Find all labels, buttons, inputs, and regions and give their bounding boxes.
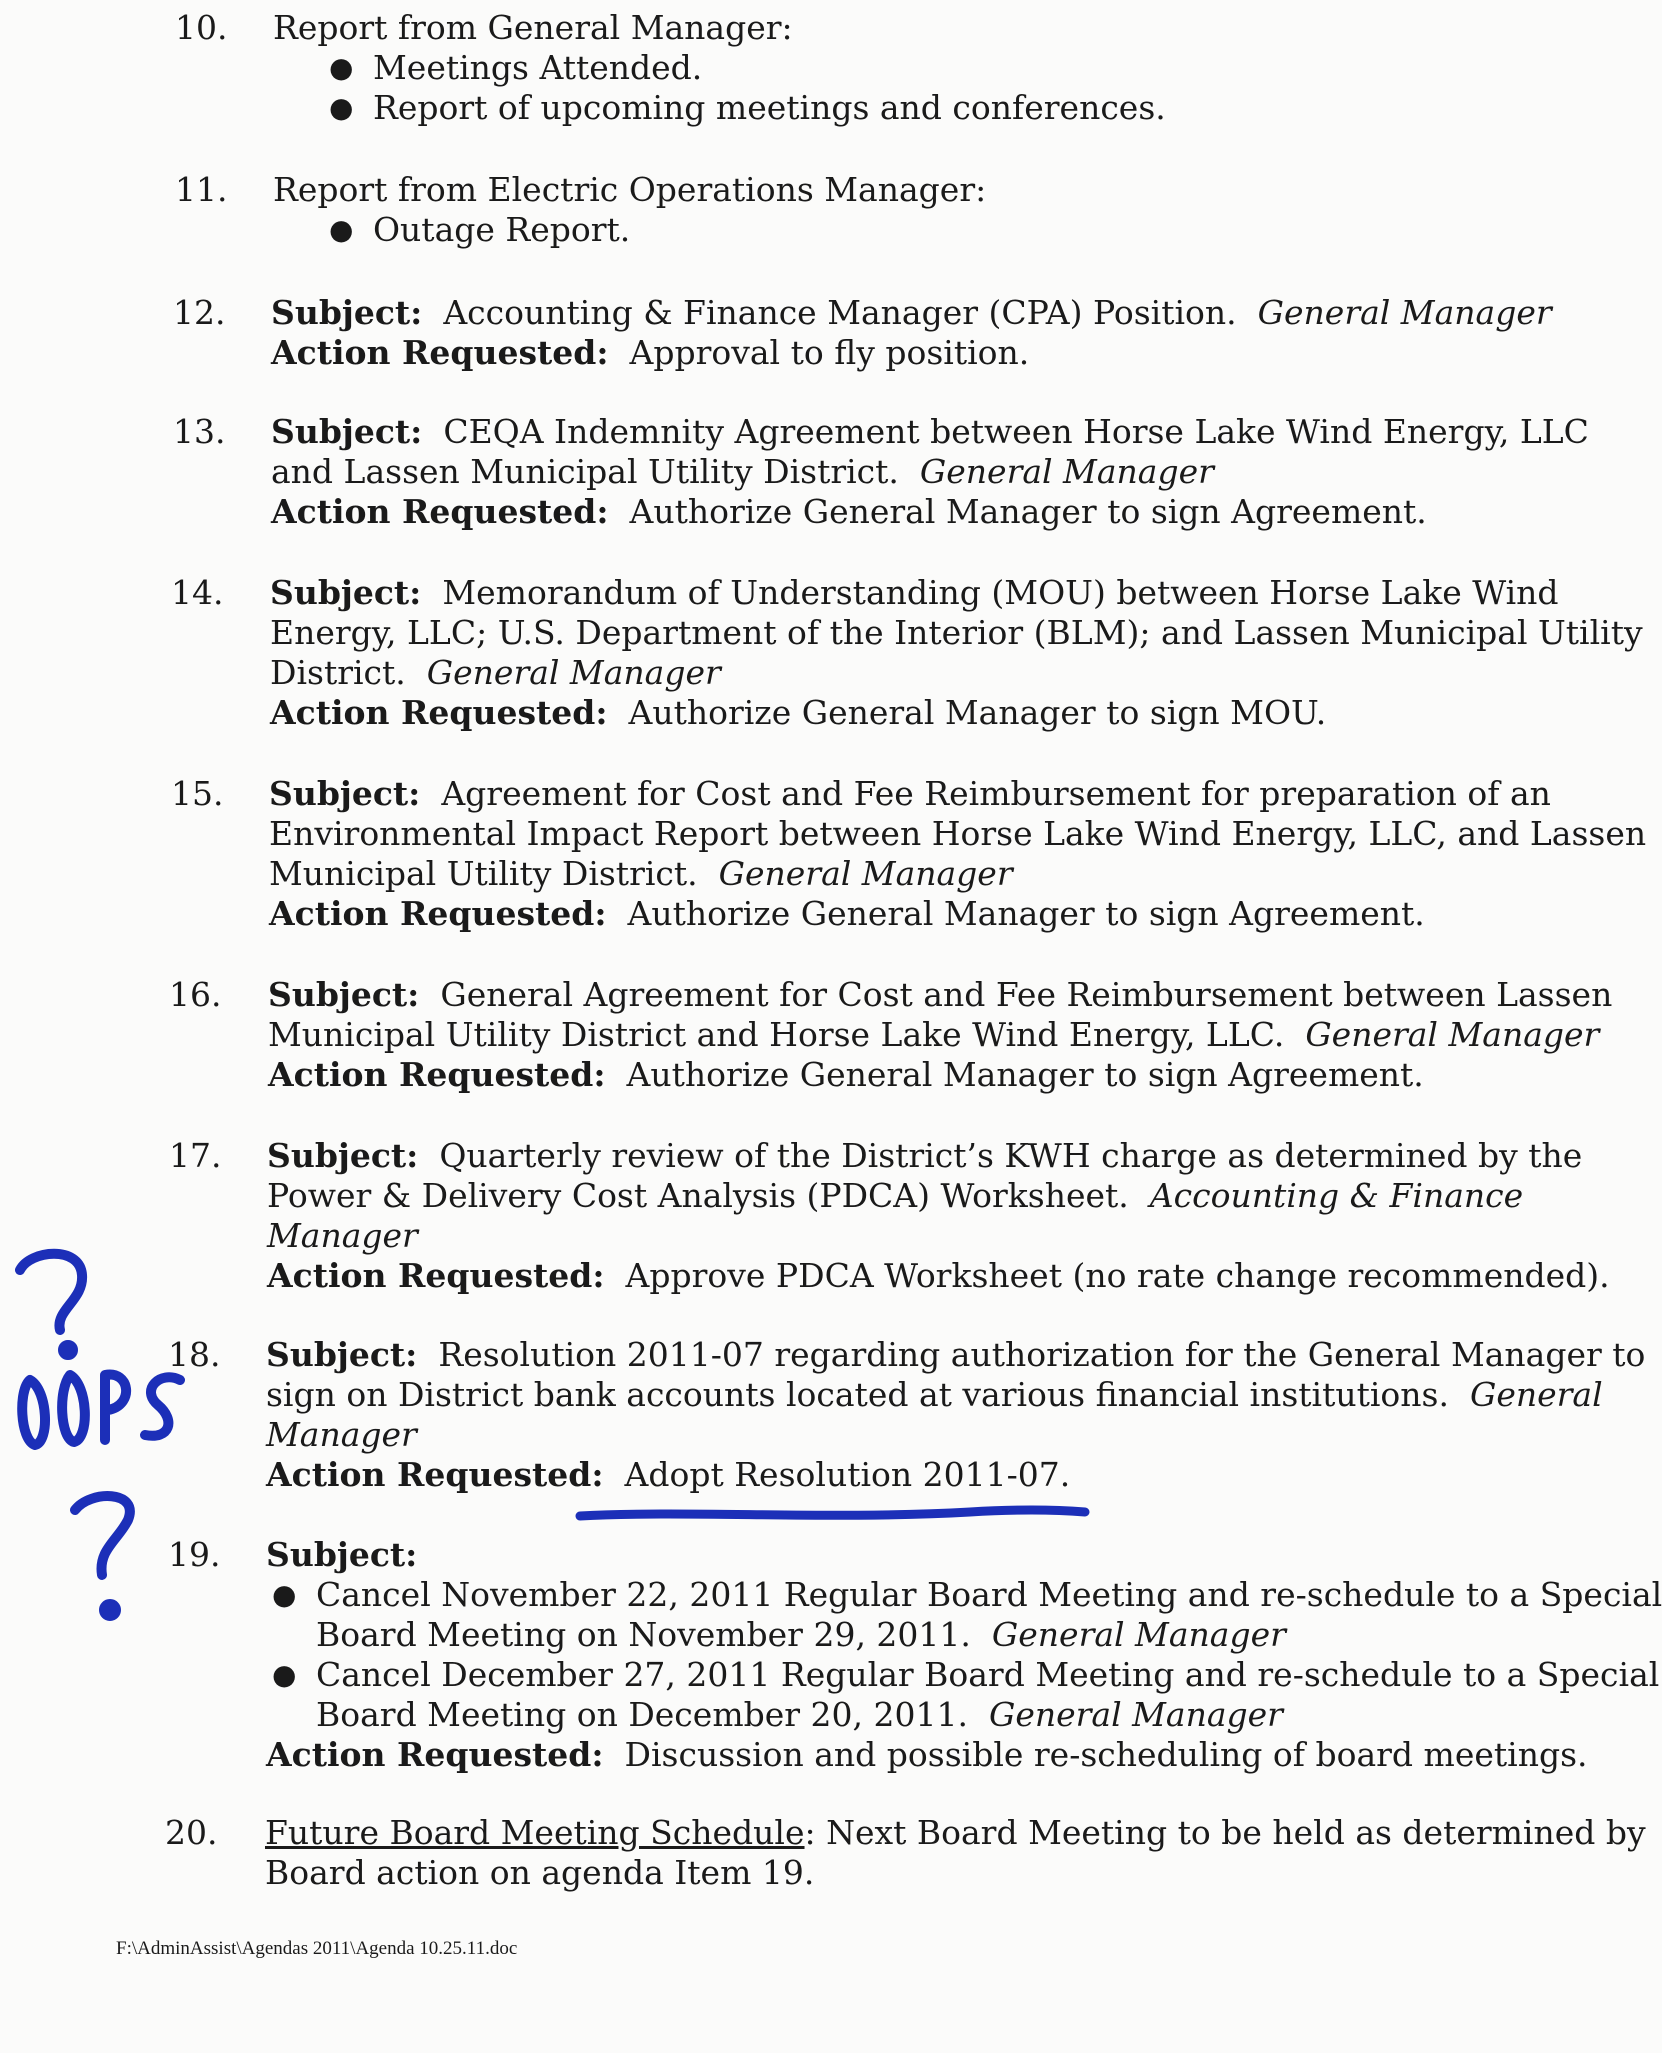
owner: Manager — [266, 1415, 417, 1454]
item-number: 11. — [175, 170, 228, 209]
item-number: 20. — [165, 1813, 218, 1852]
item-number: 16. — [169, 975, 222, 1014]
bullet-item: ● Cancel November 22, 2011 Regular Board Meeting and re-schedule to a Special — [272, 1575, 1662, 1614]
bullet-item: ● Meetings Attended. — [329, 48, 703, 87]
action-label: Action Requested: — [271, 333, 609, 372]
subject-text: Accounting & Finance Manager (CPA) Position. — [443, 293, 1237, 332]
owner: Manager — [267, 1216, 418, 1255]
action-text: Approval to fly position. — [629, 333, 1030, 372]
subject-label: Subject: — [270, 573, 422, 612]
subject-label: Subject: — [271, 412, 423, 451]
action-label: Action Requested: — [267, 1256, 605, 1295]
action-text: Authorize General Manager to sign Agreement. — [629, 492, 1427, 531]
bullet-item: ● Outage Report. — [329, 210, 631, 249]
item-number: 17. — [169, 1136, 222, 1175]
action-text: Adopt Resolution 2011-07. — [624, 1455, 1071, 1494]
subject-text: CEQA Indemnity Agreement between Horse Lake Wind Energy, LLC — [443, 412, 1589, 451]
action-label: Action Requested: — [270, 693, 608, 732]
action-text: Authorize General Manager to sign MOU. — [628, 693, 1327, 732]
subject-text: Resolution 2011-07 regarding authorization for the General Manager to — [438, 1335, 1646, 1374]
subject-text: Quarterly review of the District’s KWH charge as determined by the — [439, 1136, 1583, 1175]
item-heading: Report from General Manager: — [273, 8, 793, 47]
owner: General Manager — [1257, 293, 1552, 332]
subject-text: Municipal Utility District. — [269, 854, 698, 893]
bullet-item: ● Report of upcoming meetings and conferences. — [329, 88, 1166, 127]
schedule-heading: Future Board Meeting Schedule — [265, 1813, 805, 1852]
subject-text: Agreement for Cost and Fee Reimbursement for preparation of an — [441, 774, 1551, 813]
action-text: Authorize General Manager to sign Agreement. — [626, 1055, 1424, 1094]
action-label: Action Requested: — [271, 492, 609, 531]
subject-text: Environmental Impact Report between Horse Lake Wind Energy, LLC, and Lassen — [269, 814, 1647, 853]
owner: General Manager — [919, 452, 1214, 491]
subject-text: Energy, LLC; U.S. Department of the Interior (BLM); and Lassen Municipal Utility — [270, 613, 1643, 652]
item-number: 12. — [173, 293, 226, 332]
subject-label: Subject: — [268, 975, 420, 1014]
owner: General Manager — [718, 854, 1013, 893]
subject-text: Memorandum of Understanding (MOU) between Horse Lake Wind — [442, 573, 1559, 612]
action-label: Action Requested: — [268, 1055, 606, 1094]
item-number: 19. — [168, 1535, 221, 1574]
subject-text: and Lassen Municipal Utility District. — [271, 452, 899, 491]
owner: General Manager — [1305, 1015, 1600, 1054]
item-heading: Report from Electric Operations Manager: — [273, 170, 987, 209]
subject-label: Subject: — [266, 1535, 418, 1574]
owner: General — [1469, 1375, 1603, 1414]
schedule-text: : Next Board Meeting to be held as determined by — [804, 1813, 1646, 1852]
bullet-item-cont: Board Meeting on November 29, 2011. General Manager — [316, 1615, 1286, 1654]
item-number: 18. — [168, 1335, 221, 1374]
subject-label: Subject: — [266, 1335, 418, 1374]
action-text: Discussion and possible re-scheduling of board meetings. — [624, 1735, 1588, 1774]
owner: General Manager — [991, 1615, 1286, 1654]
file-path-footer: F:\AdminAssist\Agendas 2011\Agenda 10.25.11.doc — [116, 1938, 518, 1959]
owner: General Manager — [988, 1695, 1283, 1734]
bullet-item: ● Cancel December 27, 2011 Regular Board Meeting and re-schedule to a Special — [272, 1655, 1660, 1694]
subject-label: Subject: — [271, 293, 423, 332]
subject-label: Subject: — [267, 1136, 419, 1175]
pen-underline — [570, 1490, 1100, 1530]
subject-text: General Agreement for Cost and Fee Reimbursement between Lassen — [440, 975, 1613, 1014]
item-number: 14. — [171, 573, 224, 612]
item-number: 10. — [175, 8, 228, 47]
subject-text: District. — [270, 653, 406, 692]
owner: General Manager — [426, 653, 721, 692]
item-number: 15. — [171, 774, 224, 813]
action-label: Action Requested: — [269, 894, 607, 933]
subject-label: Subject: — [269, 774, 421, 813]
bullet-item-cont: Board Meeting on December 20, 2011. General Manager — [316, 1695, 1283, 1734]
handwritten-oops-annotation — [0, 1230, 200, 1650]
subject-text: Municipal Utility District and Horse Lake Wind Energy, LLC. — [268, 1015, 1285, 1054]
subject-text: Power & Delivery Cost Analysis (PDCA) Worksheet. — [267, 1176, 1129, 1215]
action-text: Authorize General Manager to sign Agreement. — [627, 894, 1425, 933]
schedule-text: Board action on agenda Item 19. — [265, 1853, 815, 1892]
action-label: Action Requested: — [266, 1455, 604, 1494]
owner: Accounting & Finance — [1149, 1176, 1524, 1215]
item-number: 13. — [173, 412, 226, 451]
action-label: Action Requested: — [266, 1735, 604, 1774]
subject-text: sign on District bank accounts located at various financial institutions. — [266, 1375, 1449, 1414]
action-text: Approve PDCA Worksheet (no rate change recommended). — [625, 1256, 1610, 1295]
